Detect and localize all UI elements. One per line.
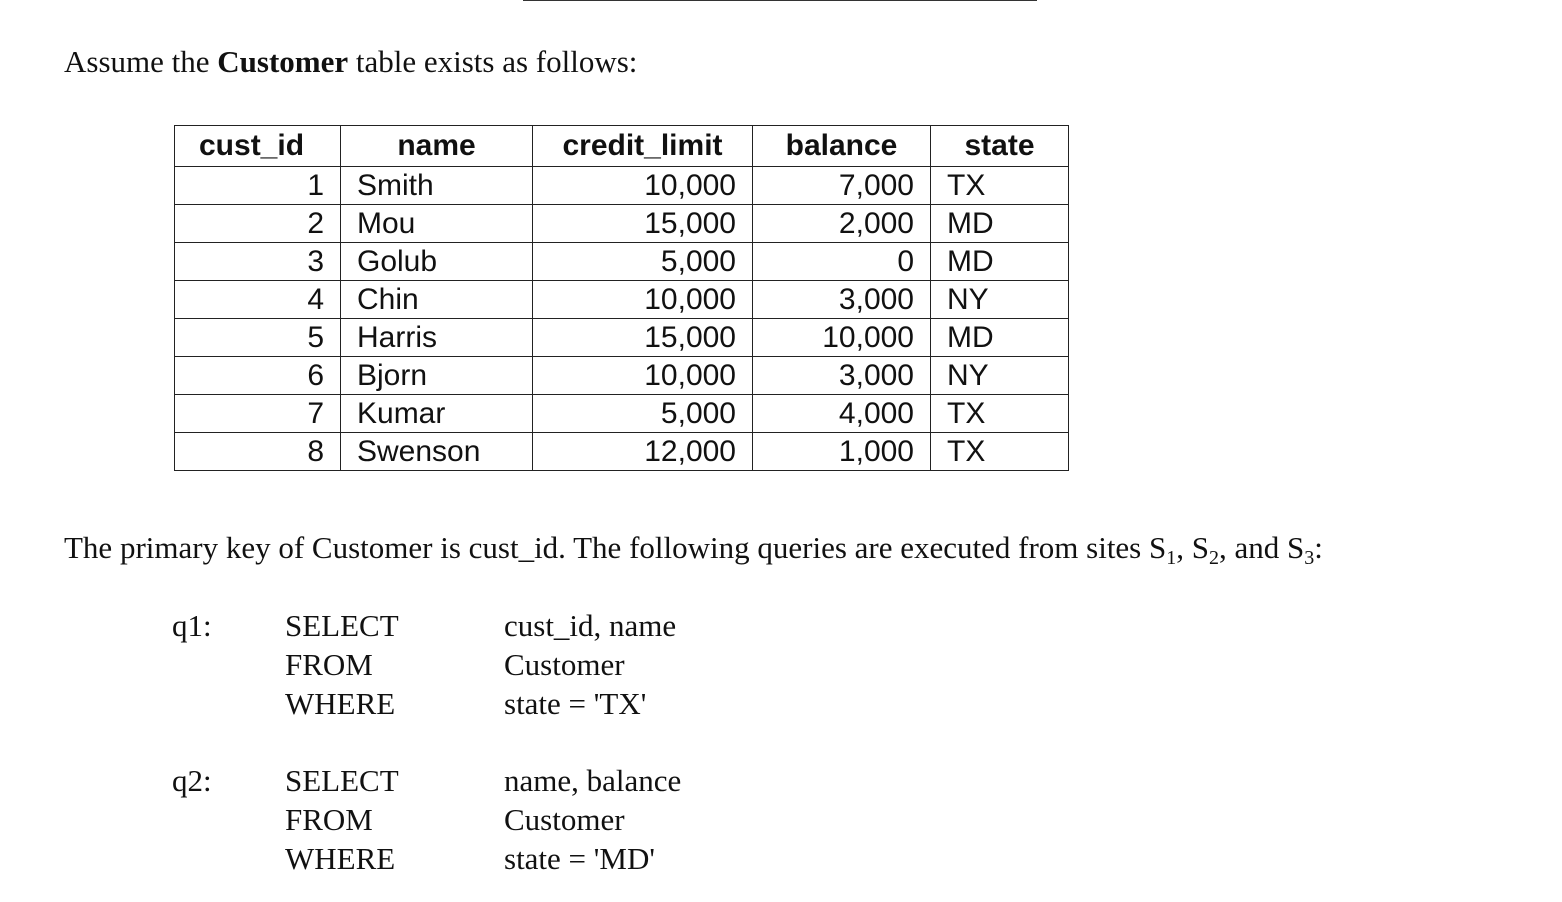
cell-credit-limit: 10,000 (533, 167, 753, 205)
cell-balance: 4,000 (753, 395, 931, 433)
cell-balance: 2,000 (753, 205, 931, 243)
paragraph-separator-2: , and S (1219, 530, 1305, 565)
column-header-balance: balance (753, 126, 931, 167)
site-subscript-3: 3 (1304, 547, 1315, 569)
cell-state: MD (931, 319, 1069, 357)
cell-credit-limit: 15,000 (533, 205, 753, 243)
from-keyword: FROM (285, 647, 373, 682)
cell-cust-id: 2 (175, 205, 341, 243)
query-label: q2: (172, 763, 212, 798)
cell-balance: 10,000 (753, 319, 931, 357)
where-keyword: WHERE (285, 841, 396, 876)
site-subscript-1: 1 (1166, 547, 1177, 569)
cell-balance: 3,000 (753, 281, 931, 319)
cell-name: Harris (341, 319, 533, 357)
site-subscript-2: 2 (1209, 547, 1219, 569)
paragraph-end: : (1314, 530, 1323, 565)
cell-cust-id: 4 (175, 281, 341, 319)
intro-table-name: Customer (217, 44, 349, 79)
intro-prefix: Assume the (64, 44, 218, 79)
intro-suffix: table exists as follows: (348, 44, 638, 79)
cell-name: Swenson (341, 433, 533, 471)
select-columns: cust_id, name (504, 608, 677, 643)
select-keyword: SELECT (285, 608, 399, 643)
cell-name: Mou (341, 205, 533, 243)
cell-state: NY (931, 281, 1069, 319)
table-row (175, 205, 1069, 243)
cell-cust-id: 7 (175, 395, 341, 433)
table-row (175, 395, 1069, 433)
cell-balance: 1,000 (753, 433, 931, 471)
cell-name: Kumar (341, 395, 533, 433)
cell-state: MD (931, 205, 1069, 243)
select-columns: name, balance (504, 763, 682, 798)
from-keyword: FROM (285, 802, 373, 837)
table-header-row (175, 126, 1069, 167)
cell-cust-id: 6 (175, 357, 341, 395)
where-keyword: WHERE (285, 686, 396, 721)
intro-sentence (64, 44, 637, 80)
cell-name: Bjorn (341, 357, 533, 395)
cell-credit-limit: 12,000 (533, 433, 753, 471)
top-divider (523, 0, 1037, 1)
cell-credit-limit: 15,000 (533, 319, 753, 357)
cell-state: NY (931, 357, 1069, 395)
cell-state: MD (931, 243, 1069, 281)
cell-name: Golub (341, 243, 533, 281)
cell-credit-limit: 5,000 (533, 395, 753, 433)
cell-name: Smith (341, 167, 533, 205)
cell-cust-id: 5 (175, 319, 341, 357)
column-header-name: name (341, 126, 533, 167)
column-header-state: state (931, 126, 1069, 167)
customer-table (174, 125, 1069, 471)
cell-state: TX (931, 433, 1069, 471)
cell-credit-limit: 10,000 (533, 357, 753, 395)
column-header-cust-id: cust_id (175, 126, 341, 167)
cell-balance: 7,000 (753, 167, 931, 205)
table-row (175, 319, 1069, 357)
select-keyword: SELECT (285, 763, 399, 798)
paragraph-separator-1: , S (1176, 530, 1209, 565)
from-table: Customer (504, 647, 625, 682)
cell-credit-limit: 10,000 (533, 281, 753, 319)
where-condition: state = 'TX' (504, 686, 647, 721)
cell-cust-id: 1 (175, 167, 341, 205)
table-row (175, 357, 1069, 395)
cell-cust-id: 8 (175, 433, 341, 471)
cell-cust-id: 3 (175, 243, 341, 281)
from-table: Customer (504, 802, 625, 837)
primary-key-paragraph (64, 530, 1323, 569)
table-row (175, 167, 1069, 205)
column-header-credit-limit: credit_limit (533, 126, 753, 167)
cell-balance: 0 (753, 243, 931, 281)
where-condition: state = 'MD' (504, 841, 655, 876)
query-label: q1: (172, 608, 212, 643)
table-row (175, 281, 1069, 319)
cell-credit-limit: 5,000 (533, 243, 753, 281)
cell-state: TX (931, 395, 1069, 433)
table-row (175, 243, 1069, 281)
cell-balance: 3,000 (753, 357, 931, 395)
cell-state: TX (931, 167, 1069, 205)
paragraph-text: The primary key of Customer is cust_id. The following queries are executed from sites S (64, 530, 1167, 565)
table-row (175, 433, 1069, 471)
cell-name: Chin (341, 281, 533, 319)
